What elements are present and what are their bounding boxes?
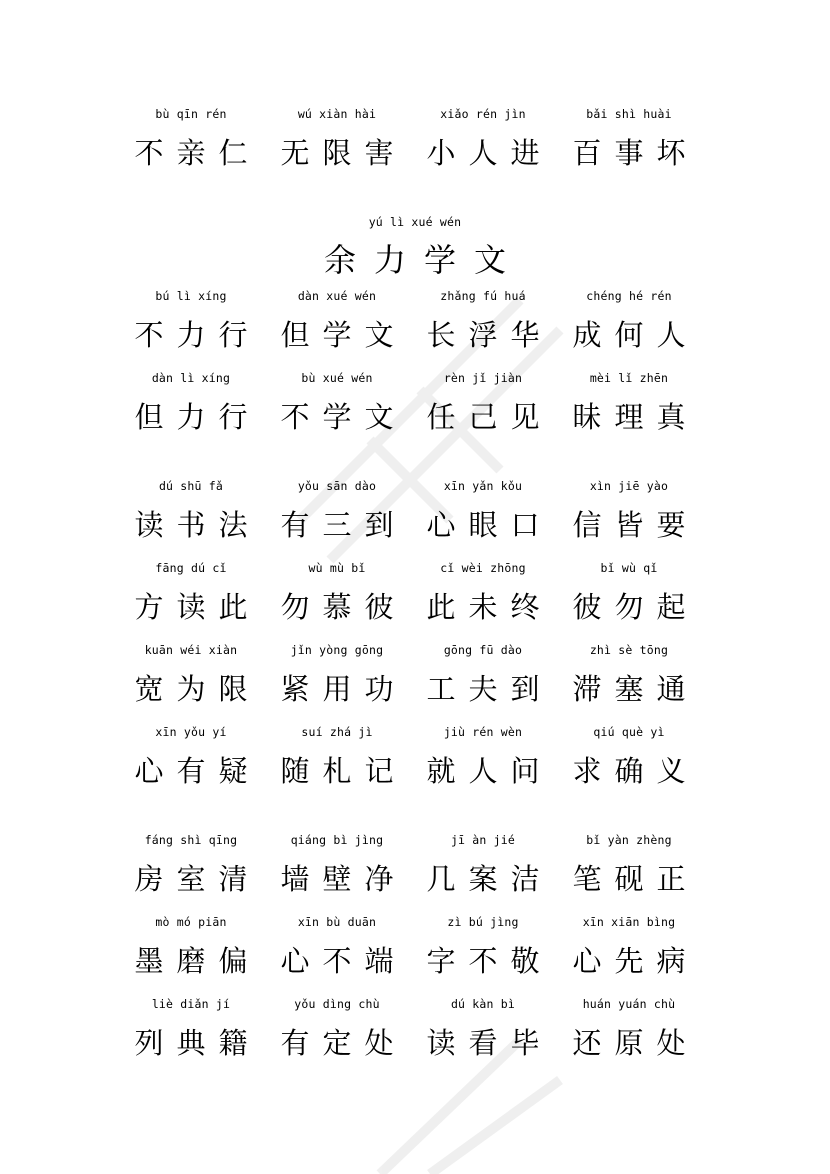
verse-phrase: [556, 479, 702, 542]
pinyin: wù mù bǐ: [308, 561, 366, 575]
verse-row: [118, 915, 718, 978]
verse-phrase: [556, 561, 702, 624]
pinyin: qiú què yì: [593, 725, 665, 739]
verse-row: [118, 997, 718, 1060]
pinyin: jī àn jié: [450, 833, 516, 847]
verse-phrase: [410, 107, 556, 170]
verse-row: [118, 107, 718, 170]
verse-phrase: [118, 107, 264, 170]
hanzi: 墙壁净: [280, 862, 407, 896]
pinyin: bú lì xíng: [155, 289, 227, 303]
pinyin: dú kàn bì: [450, 997, 516, 1011]
hanzi: 有三到: [280, 508, 407, 542]
verse-phrase: [410, 915, 556, 978]
verse-row: [118, 561, 718, 624]
pinyin: zhǎng fú huá: [440, 289, 526, 303]
hanzi: 任己见: [426, 400, 553, 434]
verse-row: [118, 725, 718, 788]
verse-phrase: [264, 289, 410, 352]
verse-row: [118, 479, 718, 542]
hanzi: 就人问: [426, 754, 553, 788]
pinyin: gōng fū dào: [443, 643, 523, 657]
pinyin: bǎi shì huài: [586, 107, 672, 121]
hanzi: 无限害: [280, 136, 407, 170]
verse-phrase: [556, 371, 702, 434]
pinyin: bǐ yàn zhèng: [586, 833, 672, 847]
verse-phrase: [556, 725, 702, 788]
verse-phrase: [410, 561, 556, 624]
hanzi: 百事坏: [572, 136, 699, 170]
pinyin: jiù rén wèn: [443, 725, 523, 739]
hanzi: 心不端: [280, 944, 407, 978]
pinyin: zì bú jìng: [447, 915, 519, 929]
pinyin: bǐ wù qǐ: [600, 561, 658, 575]
pinyin: wú xiàn hài: [297, 107, 377, 121]
pinyin: xiǎo rén jìn: [440, 107, 526, 121]
section-title: [215, 215, 615, 279]
hanzi: 成何人: [572, 318, 699, 352]
pinyin: bù qīn rén: [155, 107, 227, 121]
hanzi: 还原处: [572, 1026, 699, 1060]
hanzi: 不学文: [280, 400, 407, 434]
hanzi: 列典籍: [134, 1026, 261, 1060]
verse-phrase: [118, 289, 264, 352]
pinyin: yǒu dìng chù: [294, 997, 380, 1011]
hanzi: 读书法: [134, 508, 261, 542]
pinyin: zhì sè tōng: [589, 643, 669, 657]
verse-phrase: [264, 371, 410, 434]
pinyin: qiáng bì jìng: [290, 833, 384, 847]
pinyin: xīn yǎn kǒu: [443, 479, 523, 493]
hanzi: 此未终: [426, 590, 553, 624]
verse-phrase: [264, 725, 410, 788]
hanzi: 房室清: [134, 862, 261, 896]
hanzi: 不力行: [134, 318, 261, 352]
title-hanzi: 余力学文: [323, 241, 524, 279]
pinyin: dú shū fǎ: [158, 479, 224, 493]
title-pinyin: yú lì xué wén: [368, 215, 462, 229]
hanzi: 滞塞通: [572, 672, 699, 706]
pinyin: rèn jǐ jiàn: [443, 371, 523, 385]
pinyin: xìn jiē yào: [589, 479, 669, 493]
pinyin: dàn lì xíng: [151, 371, 231, 385]
pinyin: mèi lǐ zhēn: [589, 371, 669, 385]
verse-phrase: [118, 833, 264, 896]
verse-phrase: [264, 833, 410, 896]
hanzi: 心眼口: [426, 508, 553, 542]
verse-phrase: [118, 915, 264, 978]
hanzi: 彼勿起: [572, 590, 699, 624]
verse-phrase: [410, 997, 556, 1060]
hanzi: 工夫到: [426, 672, 553, 706]
verse-phrase: [556, 643, 702, 706]
hanzi: 求确义: [572, 754, 699, 788]
pinyin: xīn bù duān: [297, 915, 377, 929]
pinyin: jǐn yòng gōng: [290, 643, 384, 657]
hanzi: 不亲仁: [134, 136, 261, 170]
hanzi: 几案洁: [426, 862, 553, 896]
verse-row: [118, 643, 718, 706]
hanzi: 心先病: [572, 944, 699, 978]
verse-phrase: [118, 997, 264, 1060]
verse-phrase: [410, 479, 556, 542]
pinyin: fāng dú cǐ: [155, 561, 227, 575]
hanzi: 方读此: [134, 590, 261, 624]
hanzi: 心有疑: [134, 754, 261, 788]
hanzi: 随札记: [280, 754, 407, 788]
pinyin: chéng hé rén: [586, 289, 672, 303]
pinyin: xīn xiān bìng: [582, 915, 676, 929]
pinyin: mò mó piān: [155, 915, 227, 929]
verse-phrase: [410, 643, 556, 706]
verse-phrase: [118, 371, 264, 434]
verse-row: [118, 289, 718, 352]
hanzi: 但学文: [280, 318, 407, 352]
verse-phrase: [264, 561, 410, 624]
verse-phrase: [556, 289, 702, 352]
hanzi: 紧用功: [280, 672, 407, 706]
verse-phrase: [410, 289, 556, 352]
pinyin: dàn xué wén: [297, 289, 377, 303]
verse-phrase: [264, 479, 410, 542]
verse-phrase: [264, 107, 410, 170]
hanzi: 但力行: [134, 400, 261, 434]
hanzi: 读看毕: [426, 1026, 553, 1060]
pinyin: huán yuán chù: [582, 997, 676, 1011]
verse-row: [118, 371, 718, 434]
verse-phrase: [264, 915, 410, 978]
hanzi: 长浮华: [426, 318, 553, 352]
hanzi: 宽为限: [134, 672, 261, 706]
hanzi: 墨磨偏: [134, 944, 261, 978]
pinyin: bù xué wén: [301, 371, 373, 385]
pinyin: kuān wéi xiàn: [144, 643, 238, 657]
hanzi: 勿慕彼: [280, 590, 407, 624]
verse-phrase: [118, 725, 264, 788]
pinyin: yǒu sān dào: [297, 479, 377, 493]
pinyin: liè diǎn jí: [151, 997, 231, 1011]
hanzi: 昧理真: [572, 400, 699, 434]
verse-phrase: [556, 107, 702, 170]
pinyin: fáng shì qīng: [144, 833, 238, 847]
verse-phrase: [118, 561, 264, 624]
hanzi: 字不敬: [426, 944, 553, 978]
hanzi: 笔砚正: [572, 862, 699, 896]
verse-phrase: [410, 371, 556, 434]
verse-phrase: [118, 479, 264, 542]
pinyin: cǐ wèi zhōng: [440, 561, 526, 575]
verse-phrase: [264, 997, 410, 1060]
verse-phrase: [410, 725, 556, 788]
verse-phrase: [556, 997, 702, 1060]
hanzi: 有定处: [280, 1026, 407, 1060]
pinyin: xīn yǒu yí: [155, 725, 227, 739]
hanzi: 信皆要: [572, 508, 699, 542]
verse-row: [118, 833, 718, 896]
verse-phrase: [118, 643, 264, 706]
verse-phrase: [556, 915, 702, 978]
verse-phrase: [410, 833, 556, 896]
pinyin: suí zhá jì: [301, 725, 373, 739]
hanzi: 小人进: [426, 136, 553, 170]
verse-phrase: [556, 833, 702, 896]
verse-phrase: [264, 643, 410, 706]
